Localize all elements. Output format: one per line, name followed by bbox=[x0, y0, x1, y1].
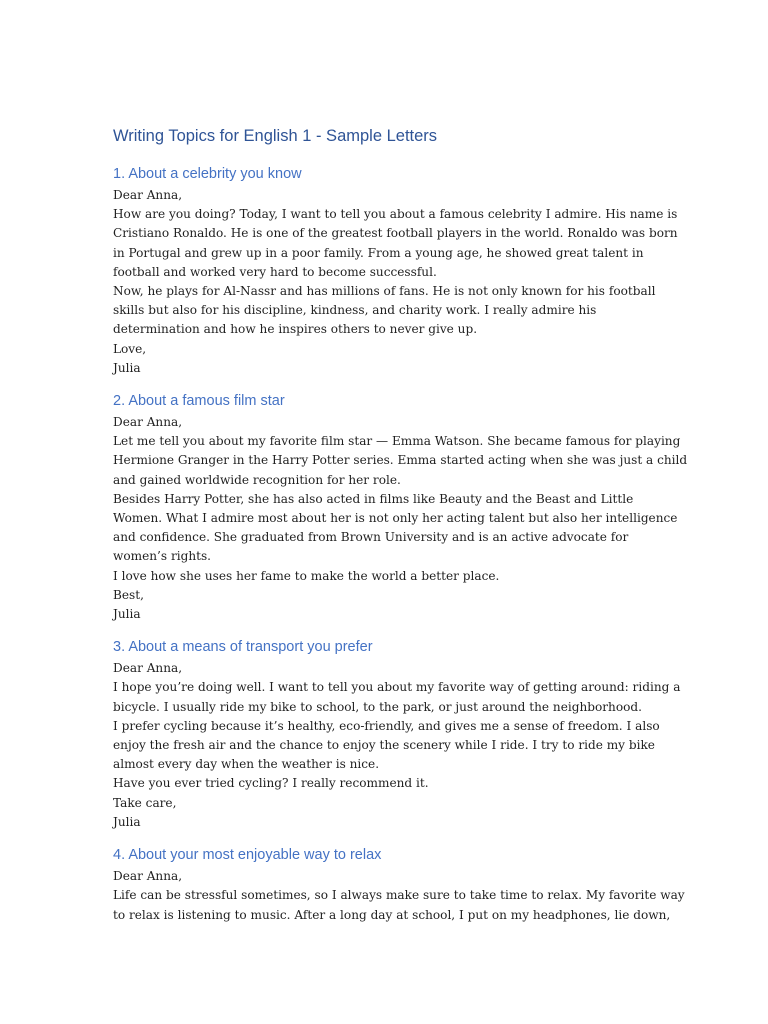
letter-line: Besides Harry Potter, she has also acted in films like Beauty and the Beast and Little bbox=[113, 491, 634, 506]
letter-section bbox=[113, 637, 681, 832]
letter-line: Now, he plays for Al-Nassr and has millions of fans. He is not only known for his football bbox=[113, 284, 656, 299]
letter-line: to relax is listening to music. After a long day at school, I put on my headphones, lie down, bbox=[113, 907, 671, 922]
letter-line: Have you ever tried cycling? I really recommend it. bbox=[113, 776, 429, 791]
letter-section bbox=[113, 164, 678, 378]
letter-line: in Portugal and grew up in a poor family. From a young age, he showed great talent in bbox=[113, 245, 644, 260]
letter-line: Julia bbox=[113, 814, 141, 829]
letter-line: Dear Anna, bbox=[113, 188, 183, 202]
letter-line: women’s rights. bbox=[113, 549, 212, 564]
letter-line: Dear Anna, bbox=[113, 869, 183, 884]
letter-section bbox=[113, 845, 685, 925]
letter-line: almost every day when the weather is nice. bbox=[113, 757, 380, 772]
letter-line: Dear Anna, bbox=[113, 661, 183, 676]
letter-line: Life can be stressful sometimes, so I always make sure to take time to relax. My favorite way bbox=[113, 888, 685, 903]
letter-line: Take care, bbox=[113, 795, 177, 810]
letter-line: skills but also for his discipline, kindness, and charity work. I really admire his bbox=[113, 303, 597, 318]
letter-line: Dear Anna, bbox=[113, 415, 183, 430]
letter-line: football and worked very hard to become successful. bbox=[113, 264, 437, 279]
letter-line: Let me tell you about my favorite film star — Emma Watson. She became famous for playing bbox=[113, 434, 681, 449]
letter-line: Cristiano Ronaldo. He is one of the greatest football players in the world. Ronaldo was born bbox=[113, 226, 678, 241]
letter-line: How are you doing? Today, I want to tell you about a famous celebrity I admire. His name is bbox=[113, 207, 678, 222]
letter-line: bicycle. I usually ride my bike to school, to the park, or just around the neighborhood. bbox=[113, 699, 642, 714]
document-body bbox=[113, 164, 688, 925]
letter-line: Women. What I admire most about her is not only her acting talent but also her intelligence bbox=[113, 511, 678, 526]
letter-line: Hermione Granger in the Harry Potter series. Emma started acting when she was just a child bbox=[113, 453, 688, 468]
letter-line: Best, bbox=[113, 587, 144, 602]
section-heading: 4. About your most enjoyable way to relax bbox=[113, 847, 382, 864]
letter-line: I hope you’re doing well. I want to tell you about my favorite way of getting around: riding a bbox=[113, 680, 681, 695]
letter-line: I love how she uses her fame to make the world a better place. bbox=[113, 568, 500, 583]
section-heading: 2. About a famous film star bbox=[113, 393, 285, 410]
letter-line: and gained worldwide recognition for her role. bbox=[113, 472, 401, 487]
letter-line: determination and how he inspires others to never give up. bbox=[113, 322, 478, 337]
letter-line: I prefer cycling because it’s healthy, eco-friendly, and gives me a sense of freedom. I also bbox=[113, 718, 660, 733]
document-title: Writing Topics for English 1 - Sample Letters bbox=[113, 127, 438, 145]
letter-line: Love, bbox=[113, 341, 147, 356]
letter-line: Julia bbox=[113, 360, 141, 375]
section-heading: 3. About a means of transport you prefer bbox=[113, 639, 373, 656]
section-heading: 1. About a celebrity you know bbox=[113, 166, 302, 182]
letter-line: and confidence. She graduated from Brown University and is an active advocate for bbox=[113, 530, 629, 545]
letter-section bbox=[113, 391, 688, 624]
letter-line: Julia bbox=[113, 607, 141, 622]
letter-line: enjoy the fresh air and the chance to enjoy the scenery while I ride. I try to ride my bike bbox=[113, 738, 655, 753]
